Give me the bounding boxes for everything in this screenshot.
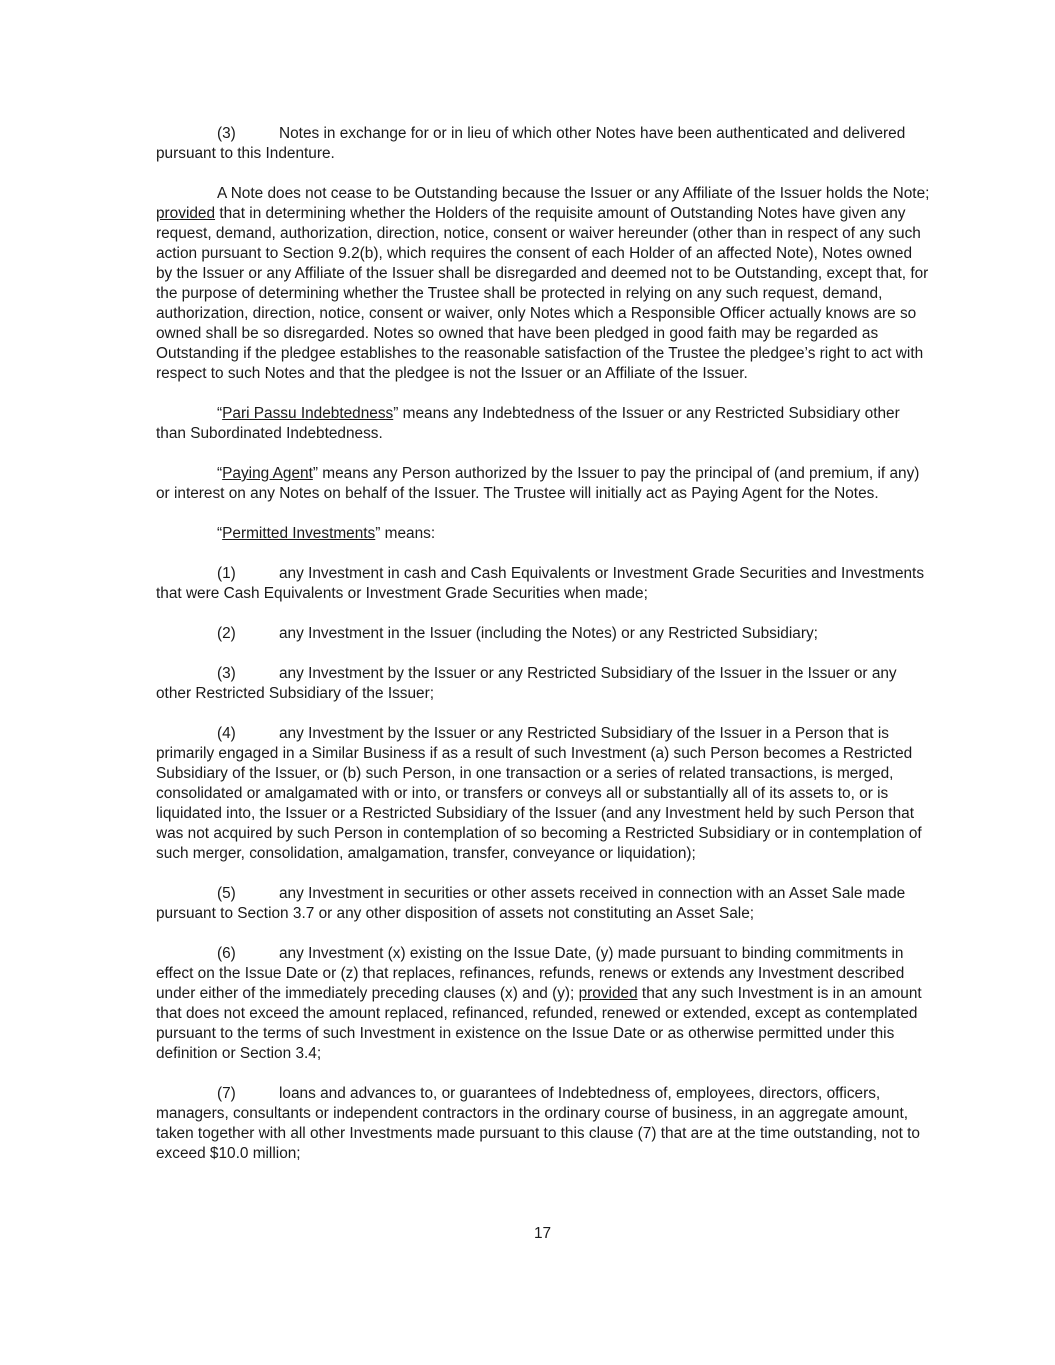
defined-term: Pari Passu Indebtedness	[222, 405, 394, 422]
clause-number: (7)	[217, 1085, 236, 1102]
clause-text: any Investment in securities or other assets received in connection with an Asset Sale made pursuant to Section 3.7 or any other disposition of assets not constituting an Asset Sale;	[156, 885, 906, 922]
defined-term: Paying Agent	[222, 465, 313, 482]
permitted-investment-clause-7	[156, 1084, 931, 1164]
definition-text: ” means:	[375, 525, 436, 542]
clause-text: any Investment in the Issuer (including the Notes) or any Restricted Subsidiary;	[279, 625, 818, 642]
page-number: 17	[533, 1225, 552, 1242]
paragraph-text-before: A Note does not cease to be Outstanding because the Issuer or any Affiliate of the Issuer holds the Note;	[217, 185, 930, 202]
open-quote: “	[217, 525, 223, 542]
clause-text-before: any Investment (x) existing on the Issue Date, (y) made pursuant to binding commitments in effect on the Issue Date or (z) that replaces, refinances, refunds, renews or extends any Investment described under either of the immediately preceding clauses (x) and (y);	[156, 945, 905, 1002]
clause-number: (4)	[217, 725, 236, 742]
clause-number: (3)	[217, 125, 236, 142]
paragraph-text-after: that in determining whether the Holders of the requisite amount of Outstanding Notes have given any request, demand, authorization, direction, notice, consent or waiver hereunder (other than in respect of any such action pursuant to Section 9.2(b), which requires the consent of each Holder of an affected Note), Notes owned by the Issuer or any Affiliate of the Issuer shall be disregarded and deemed not to be Outstanding, except that, for the purpose of determining whether the Trustee shall be protected in relying on any such request, demand, authorization, direction, notice, consent or waiver, only Notes which a Responsible Officer actually knows are so owned shall be so disregarded. Notes so owned that have been pledged in good faith may be regarded as Outstanding if the pledgee establishes to the reasonable satisfaction of the Trustee the pledgee’s right to act with respect to such Notes and that the pledgee is not the Issuer or an Affiliate of the Issuer.	[156, 205, 929, 382]
definition-pari-passu-indebtedness	[156, 404, 931, 444]
clause-text: any Investment by the Issuer or any Restricted Subsidiary of the Issuer in the Issuer or any other Restricted Subsidiary of the Issuer;	[156, 665, 897, 702]
definition-text: ” means any Person authorized by the Issuer to pay the principal of (and premium, if any) or interest on any Notes on behalf of the Issuer. The Trustee will initially act as Paying Agent for the Notes.	[156, 465, 920, 502]
definition-text: ” means any Indebtedness of the Issuer or any Restricted Subsidiary other than Subordinated Indebtedness.	[156, 405, 900, 442]
document-page	[156, 124, 931, 1184]
definition-permitted-investments	[156, 524, 931, 544]
clause-number: (6)	[217, 945, 236, 962]
permitted-investment-clause-1	[156, 564, 931, 604]
provided-term: provided	[578, 985, 638, 1002]
open-quote: “	[217, 465, 223, 482]
definition-paying-agent	[156, 464, 931, 504]
clause-number: (2)	[217, 625, 236, 642]
permitted-investment-clause-6	[156, 944, 931, 1064]
clause-text: Notes in exchange for or in lieu of which other Notes have been authenticated and delivered pursuant to this Indenture.	[156, 125, 906, 162]
clause-number: (5)	[217, 885, 236, 902]
provided-term: provided	[156, 205, 216, 222]
open-quote: “	[217, 405, 223, 422]
permitted-investment-clause-5	[156, 884, 931, 924]
defined-term: Permitted Investments	[222, 525, 376, 542]
permitted-investment-clause-2	[156, 624, 931, 644]
clause-number: (1)	[217, 565, 236, 582]
clause-text: any Investment by the Issuer or any Restricted Subsidiary of the Issuer in a Person that is primarily engaged in a Similar Business if as a result of such Investment (a) such Person becomes a Restricted Subsidiary of the Issuer, or (b) such Person, in one transaction or a series of related transactions, is merged, consolidated or amalgamated with or into, or transfers or conveys all or substantially all of its assets to, or is liquidated into, the Issuer or a Restricted Subsidiary of the Issuer (and any Investment held by such Person that was not acquired by such Person in contemplation of so becoming a Restricted Subsidiary or in contemplation of such merger, consolidation, amalgamation, transfer, conveyance or liquidation);	[156, 725, 922, 862]
permitted-investment-clause-3	[156, 664, 931, 704]
clause-text-after: that any such Investment is in an amount that does not exceed the amount replaced, refinanced, refunded, renewed or extended, except as contemplated pursuant to the terms of such Investment in existence on the Issue Date or as otherwise permitted under this definition or Section 3.4;	[156, 985, 922, 1062]
outstanding-notes-paragraph	[156, 184, 931, 384]
permitted-investment-clause-4	[156, 724, 931, 864]
clause-text: any Investment in cash and Cash Equivalents or Investment Grade Securities and Investments that were Cash Equivalents or Investment Grade Securities when made;	[156, 565, 925, 602]
clause-text: loans and advances to, or guarantees of Indebtedness of, employees, directors, officers, managers, consultants or independent contractors in the ordinary course of business, in an aggregate amount, taken together with all other Investments made pursuant to this clause (7) that are at the time outstanding, not to exceed $10.0 million;	[156, 1085, 920, 1162]
clause-number: (3)	[217, 665, 236, 682]
clause-3-notes-exchanged	[156, 124, 931, 164]
